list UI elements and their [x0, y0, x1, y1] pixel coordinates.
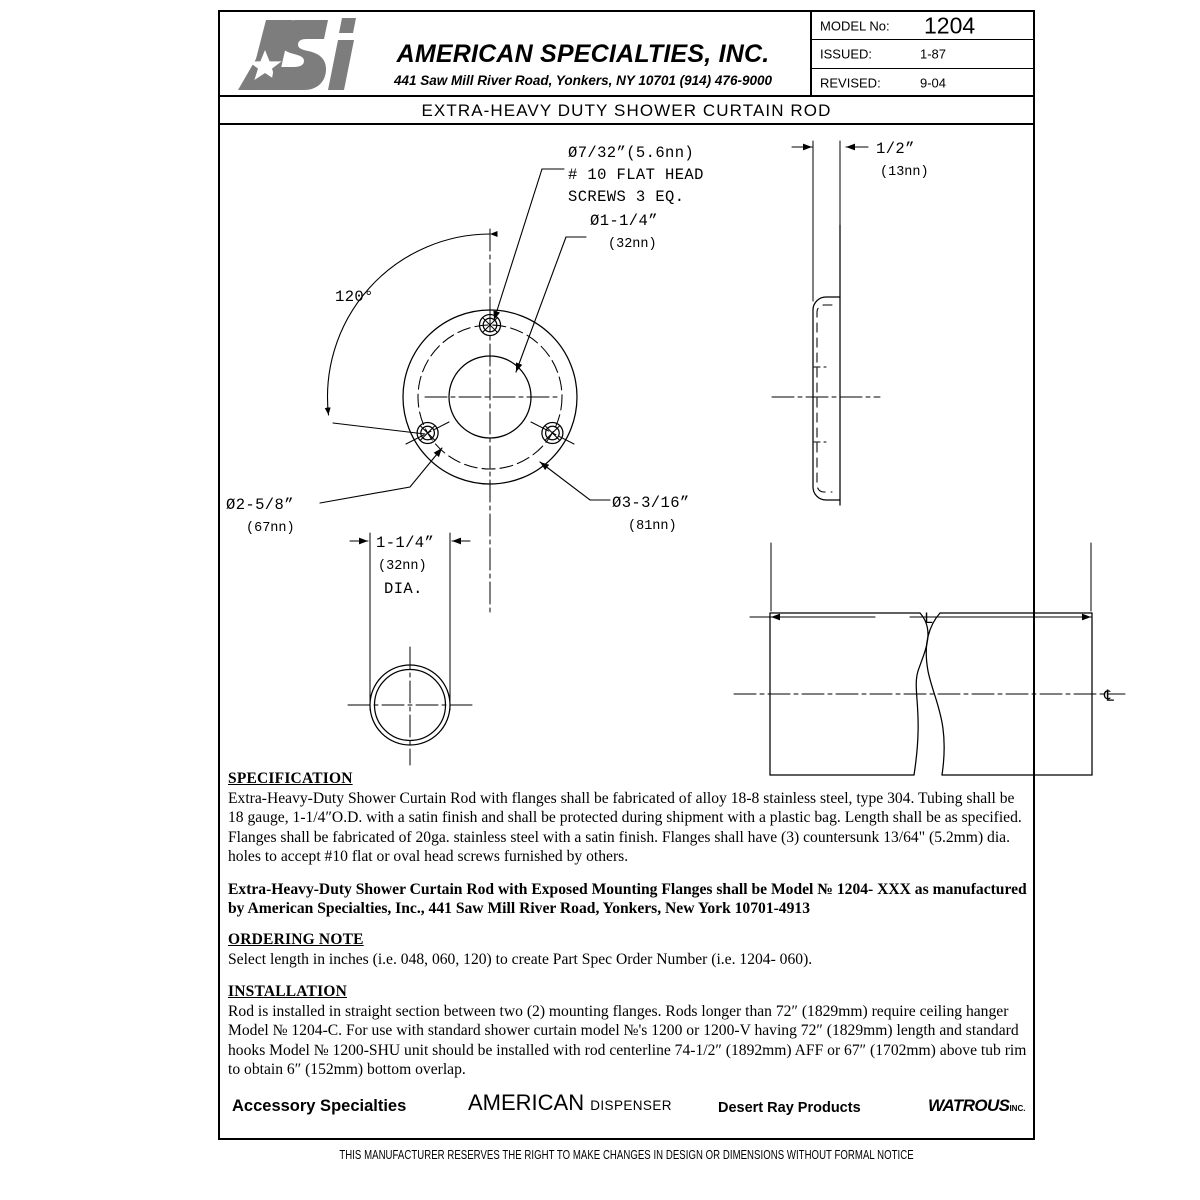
company-name: AMERICAN SPECIALTIES, INC. — [396, 40, 770, 68]
model-label: MODEL No: — [820, 18, 890, 34]
drawing-area — [220, 125, 1115, 780]
svg-text:Ø1-1/4”: Ø1-1/4” — [590, 212, 658, 230]
svg-text:(81nn): (81nn) — [628, 519, 677, 534]
svg-text:(67nn): (67nn) — [246, 521, 295, 536]
centerline-symbol: ℄ — [1104, 688, 1115, 706]
disclaimer-text: THIS MANUFACTURER RESERVES THE RIGHT TO MAKE CHANGES IN DESIGN OR DIMENSIONS WITHOUT FORMAL NOTICE — [339, 1148, 914, 1163]
leader-screws — [494, 169, 564, 320]
section-text: Select length in inches (i.e. 048, 060, 120) to create Part Spec Order Number (i.e. 1204- 060). — [228, 951, 813, 969]
length-label-L: L — [924, 610, 934, 628]
leader-bore — [516, 237, 586, 372]
callout-bolt-circle — [226, 496, 295, 536]
callout-tube-dia — [376, 534, 434, 598]
brand-watrous — [928, 1096, 1025, 1116]
callout-bore — [590, 212, 658, 252]
brand-desert-ray-products: Desert Ray Products — [718, 1100, 861, 1116]
section-heading: INSTALLATION — [228, 982, 347, 1000]
svg-text:Ø3-3/16”: Ø3-3/16” — [612, 494, 690, 512]
flange-side-hole-marks — [814, 367, 826, 442]
asi-logo — [236, 16, 356, 94]
callout-outer-dia — [612, 494, 690, 534]
drawing-sheet — [218, 10, 1115, 1140]
section-text: Extra-Heavy-Duty Shower Curtain Rod with flanges shall be fabricated of alloy 18-8 stainless steel, type 304. Tubing shall be 18 gauge, 1-1/4″O.D. with a satin finish and shall be protected during shipment with a plastic bag. Length shall be as specified. Flanges shall be fabricated of 20ga. stainless steel with a satin finish. Flanges shall have (3) countersunk 13/64" (5.2mm) dia. holes to accept #10 flat or oval head screws furnished by others. — [228, 790, 1022, 866]
leader-outer-dia — [540, 462, 610, 500]
product-title-bar — [220, 97, 1033, 125]
brand-dispenser: DISPENSER — [590, 1098, 672, 1113]
section-ordering-note — [228, 931, 1027, 969]
svg-text:SCREWS 3 EQ.: SCREWS 3 EQ. — [568, 188, 685, 206]
svg-text:(32nn): (32nn) — [608, 237, 657, 252]
callout-flange-thickness — [876, 140, 929, 180]
angle-arc-120 — [328, 234, 490, 415]
brand-american-dispenser — [468, 1090, 672, 1116]
section-model-statement — [228, 880, 1027, 919]
svg-text:DIA.: DIA. — [384, 580, 423, 598]
model-value: 1204 — [924, 12, 976, 39]
revised-label: REVISED: — [820, 75, 881, 91]
svg-text:(32nn): (32nn) — [378, 559, 427, 574]
specification-body — [228, 770, 1027, 1090]
revised-row — [812, 69, 1033, 97]
revised-value: 9-04 — [920, 75, 947, 91]
angle-label-120: 120° — [335, 288, 374, 306]
section-heading: ORDERING NOTE — [228, 931, 364, 949]
section-installation — [228, 983, 1027, 1080]
callout-screws — [568, 144, 704, 206]
brand-accessory-specialties: Accessory Specialties — [232, 1097, 407, 1115]
model-row — [812, 12, 1033, 40]
section-text: Extra-Heavy-Duty Shower Curtain Rod with Exposed Mounting Flanges shall be Model № 1204- XXX as manufactured by American Specialties, Inc., 441 Saw Mill River Road, Yonkers, New York 10701-4913 — [228, 880, 1027, 918]
section-text: Rod is installed in straight section between two (2) mounting flanges. Rods longer than 72″ (1829mm) require ceiling hanger Model № 1204-C. For use with standard shower curtain model №'s 1200 or 1200-V having 72″ (1829mm) length and standard hooks Model № 1200-SHU unit should be installed with rod centerline 74-1/2″ (1892mm) AFF or 67″ (1702mm) above tub rim to obtain 6″ (152mm) bottom overlap. — [228, 1002, 1027, 1079]
brand-watrous-name: WATROUS — [928, 1096, 1010, 1115]
svg-text:1-1/4”: 1-1/4” — [376, 534, 435, 552]
section-heading: SPECIFICATION — [228, 770, 353, 787]
tube-end-centerlines — [348, 647, 472, 765]
angle-extension-lower — [333, 423, 425, 434]
product-title: EXTRA-HEAVY DUTY SHOWER CURTAIN ROD — [421, 101, 832, 120]
brand-watrous-inc: INC. — [1009, 1104, 1026, 1113]
svg-text:(13nn): (13nn) — [880, 165, 929, 180]
issued-label: ISSUED: — [820, 46, 873, 62]
svg-text:Ø7/32”(5.6nn): Ø7/32”(5.6nn) — [568, 144, 695, 162]
svg-text:Ø2-5/8”: Ø2-5/8” — [226, 496, 294, 514]
brand-footer — [228, 1090, 1027, 1116]
company-address: 441 Saw Mill River Road, Yonkers, NY 10701 (914) 476-9000 — [394, 73, 772, 88]
section-specification — [228, 770, 1027, 867]
flange-side-hidden-inner — [817, 305, 832, 492]
model-info-table — [810, 12, 1033, 97]
leader-bolt-circle — [320, 448, 442, 503]
svg-text:1/2”: 1/2” — [876, 140, 915, 158]
svg-text:# 10 FLAT HEAD: # 10 FLAT HEAD — [568, 166, 704, 184]
brand-american: AMERICAN — [468, 1090, 585, 1115]
issued-value: 1-87 — [920, 46, 947, 62]
issued-row — [812, 40, 1033, 68]
title-block — [220, 12, 1033, 97]
